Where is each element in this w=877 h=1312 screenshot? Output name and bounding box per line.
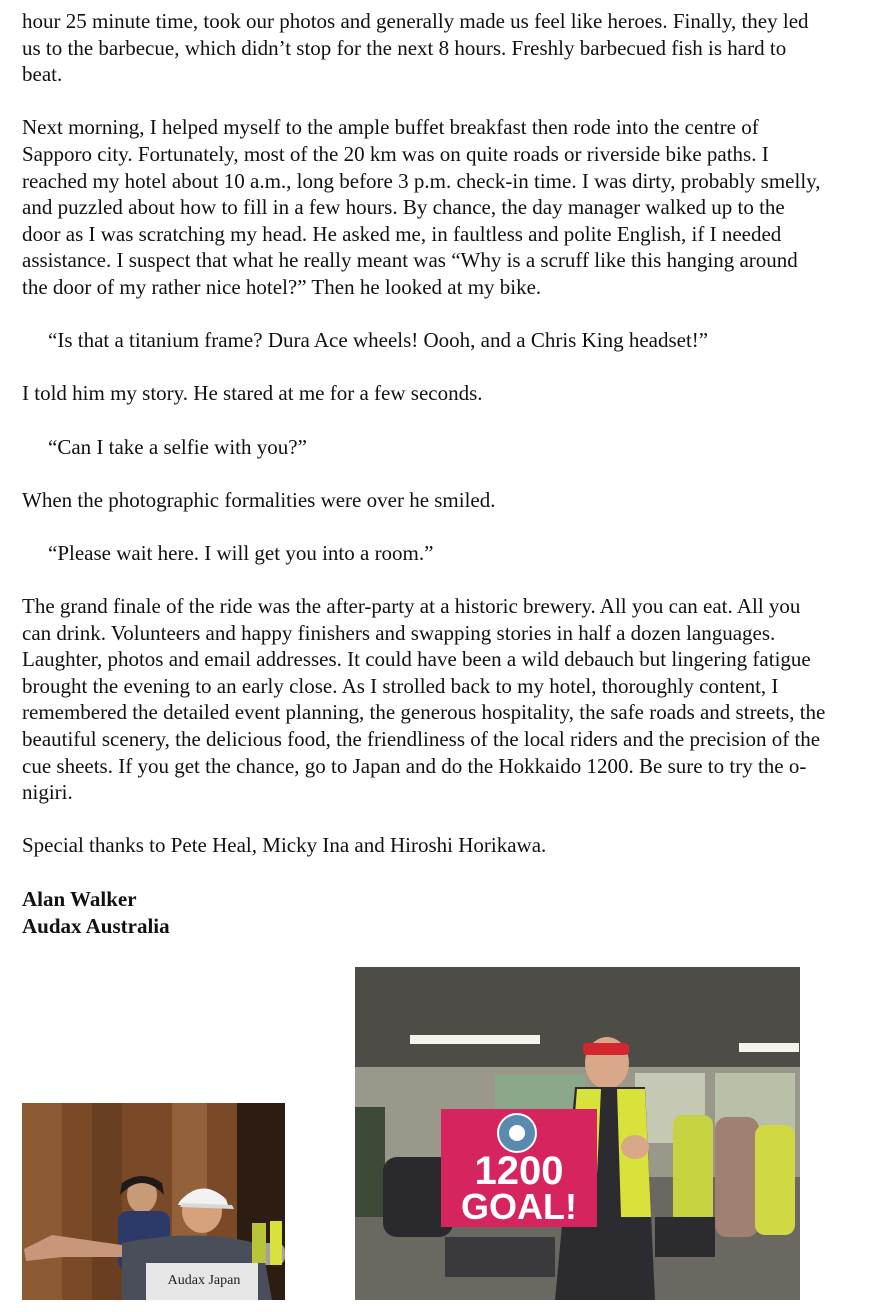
paragraph-told-story: I told him my story. He stared at me for a few seconds.: [22, 381, 483, 406]
photo-goal-sign-illustration: [355, 967, 800, 1300]
quote-selfie: “Can I take a selfie with you?”: [48, 434, 307, 459]
goal-sign-number: 1200: [474, 1149, 564, 1193]
goal-sign-text: GOAL!: [461, 1186, 577, 1227]
photo-riders-posing-illustration: [22, 1103, 285, 1300]
quote-wait-here: “Please wait here. I will get you into a room.”: [48, 540, 434, 565]
paragraph-barbecue: hour 25 minute time, took our photos and generally made us feel like heroes. Finally, they led us to the barbecue, which didn’t stop for the next 8 hours. Freshly barbecued fish is hard to beat.: [22, 9, 809, 87]
paragraph-grand-finale: The grand finale of the ride was the after-party at a historic brewery. All you can eat. All you can drink. Volunteers and happy finishers and swapping stories in half a dozen languages. Laughter, photos and email addresses. It could have been a wild debauch but lingering fatigue brought the evening to an early close. As I strolled back to my hotel, thoroughly content, I remembered the detailed event planning, the generous hospitality, the safe roads and streets, the beautiful scenery, the delicious food, the friendliness of the local riders and the precision of the cue sheets. If you get the chance, go to Japan and do the Hokkaido 1200. Be sure to try the o-nigiri.: [22, 594, 826, 805]
photo-goal-sign: [355, 967, 800, 1300]
paragraph-formalities: When the photographic formalities were over he smiled.: [22, 487, 496, 512]
paragraph-thanks: Special thanks to Pete Heal, Micky Ina and Hiroshi Horikawa.: [22, 833, 547, 858]
article-body: [22, 8, 827, 940]
paragraph-sapporo-hotel: Next morning, I helped myself to the ample buffet breakfast then rode into the centre of Sapporo city. Fortunately, most of the 20 km was on quite roads or riverside bike paths. I reached my hotel about 10 a.m., long before 3 p.m. check-in time. I was dirty, probably smelly, and puzzled about how to fill in a few hours. By chance, the day manager walked up to the door as I was scratching my head. He asked me, in faultless and polite English, if I needed assistance. I suspect that what he really meant was “Why is a scruff like this hanging around the door of my rather nice hotel?” Then he looked at my bike.: [22, 115, 821, 299]
quote-titanium-frame: “Is that a titanium frame? Dura Ace wheels! Oooh, and a Chris King headset!”: [48, 328, 709, 353]
photo-riders-posing: [22, 1103, 285, 1300]
signature-org: Audax Australia: [22, 913, 170, 938]
signature-name: Alan Walker: [22, 886, 137, 911]
shirt-text-audax-japan: Audax Japan: [167, 1273, 241, 1288]
